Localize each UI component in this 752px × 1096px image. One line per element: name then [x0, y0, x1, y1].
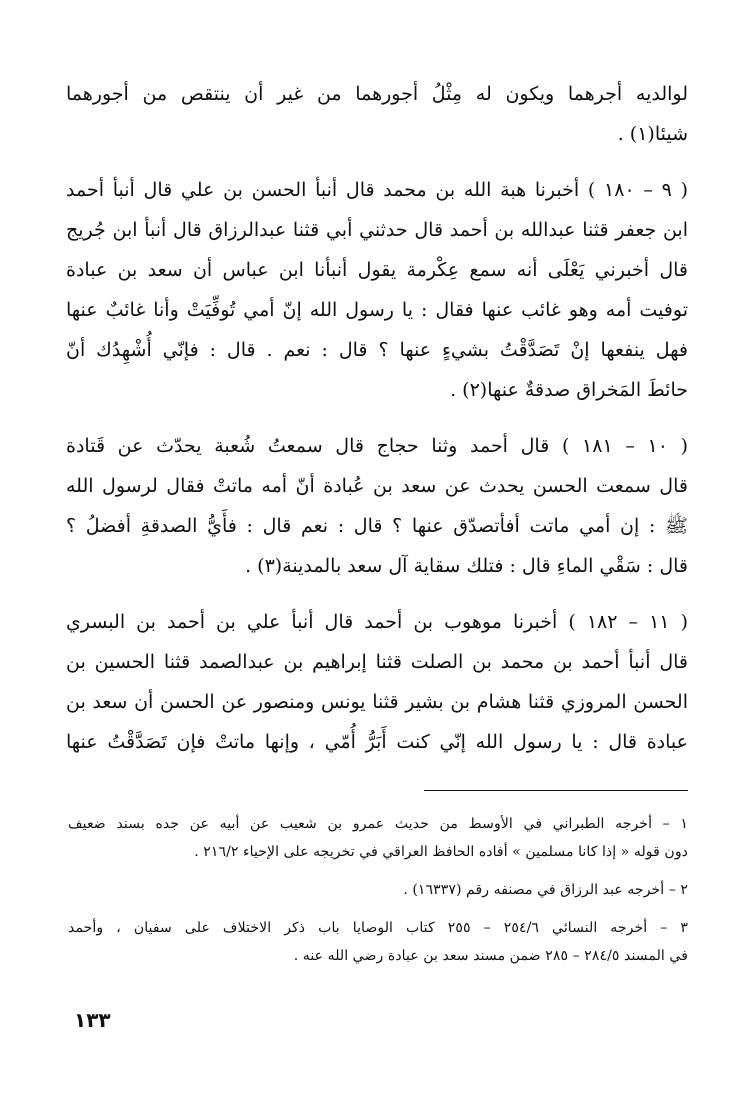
text-line: فهل ينفعها إنْ تَصَدَّقْتُ بشيءٍ عنها ؟ قال : نعم . قال : فإنّي أُشْهِدُك أنّ — [66, 339, 688, 361]
text-line: عبادة قال : يا رسول الله إنّي كنت أَبَرُّ أُمّي ، وإنها ماتتْ فإن تَصَدَّقْتُ عنها — [66, 731, 688, 753]
text-line: حائطَ المَخراق صدقةٌ عنها(٢) . — [450, 379, 688, 401]
footnote-line: دون قوله « إذا كانا مسلمين » أفاده الحافظ العراقي في تخريجه على الإحياء ٢١٦/٢ . — [194, 844, 688, 860]
text-line: شيئا(١) . — [617, 123, 688, 145]
text-line: ( ١٠ – ١٨١ ) قال أحمد وثنا حجاج قال سمعتُ شُعبة يحدّث عن قَتادة — [66, 435, 688, 457]
footnote-line: ٣ – أخرجه النسائي ٢٥٤/٦ – ٢٥٥ كتاب الوصايا باب ذكر الاختلاف على سفيان ، وأحمد — [68, 920, 688, 936]
main-text — [66, 74, 688, 762]
text-line: قال : سَقْي الماءِ قال : فتلك سقاية آل سعد بالمدينة(٣) . — [245, 555, 688, 577]
hadith-paragraph-181 — [66, 426, 688, 586]
hadith-paragraph-182 — [66, 602, 688, 762]
text-line: ﷺ : إن أمي ماتت أفأتصدّق عنها ؟ قال : نعم قال : فأَيُّ الصدقةِ أفضلُ ؟ — [66, 515, 688, 537]
paragraph-continuation — [66, 74, 688, 154]
text-line: ( ٩ – ١٨٠ ) أخبرنا هبة الله بن محمد قال أنبأ الحسن بن علي قال أنبأ أحمد — [66, 179, 688, 201]
footnote-line: ١ – أخرجه الطبراني في الأوسط من حديث عمرو بن شعيب عن أبيه عن جده بسند ضعيف — [68, 816, 688, 832]
page-number: ١٣٣ — [74, 1008, 111, 1032]
footnote-3 — [68, 914, 688, 970]
text-line: قال سمعت الحسن يحدث عن سعد بن عُبادة أنّ أمه ماتتْ فقال لرسول الله — [66, 475, 688, 497]
text-line: ( ١١ – ١٨٢ ) أخبرنا موهوب بن أحمد قال أنبأ علي بن أحمد بن البسري — [66, 611, 688, 633]
text-line: الحسن المروزي قثنا هشام بن بشير قثنا يونس ومنصور عن الحسن أن سعد بن — [66, 691, 688, 713]
footnotes — [68, 810, 688, 970]
footnote-line: ٢ – أخرجه عبد الرزاق في مصنفه رقم (١٦٣٣٧) . — [403, 882, 688, 898]
footnote-2 — [68, 876, 688, 904]
footnote-divider — [424, 790, 688, 791]
footnote-1 — [68, 810, 688, 866]
hadith-paragraph-180 — [66, 170, 688, 410]
footnote-line: في المسند ٢٨٤/٥ – ٢٨٥ ضمن مسند سعد بن عبادة رضي الله عنه . — [293, 948, 688, 964]
text-line: قال أنبأ أحمد بن محمد بن الصلت قثنا إبراهيم بن عبدالصمد قثنا الحسين بن — [66, 651, 688, 673]
text-line: قال أخبرني يَعْلَى أنه سمع عِكْرمة يقول أنبأنا ابن عباس أن سعد بن عبادة — [66, 259, 688, 281]
text-line: ابن جعفر قثنا عبدالله بن أحمد قال حدثني أبي قثنا عبدالرزاق قال أنبأ ابن جُريج — [66, 219, 688, 241]
text-line: لوالديه أجرهما ويكون له مِثْلُ أجورهما من غير أن ينتقص من أجورهما — [66, 83, 688, 105]
text-line: توفيت أمه وهو غائب عنها فقال : يا رسول الله إنّ أمي تُوفِّيَتْ وأنا غائبٌ عنها — [66, 299, 688, 321]
